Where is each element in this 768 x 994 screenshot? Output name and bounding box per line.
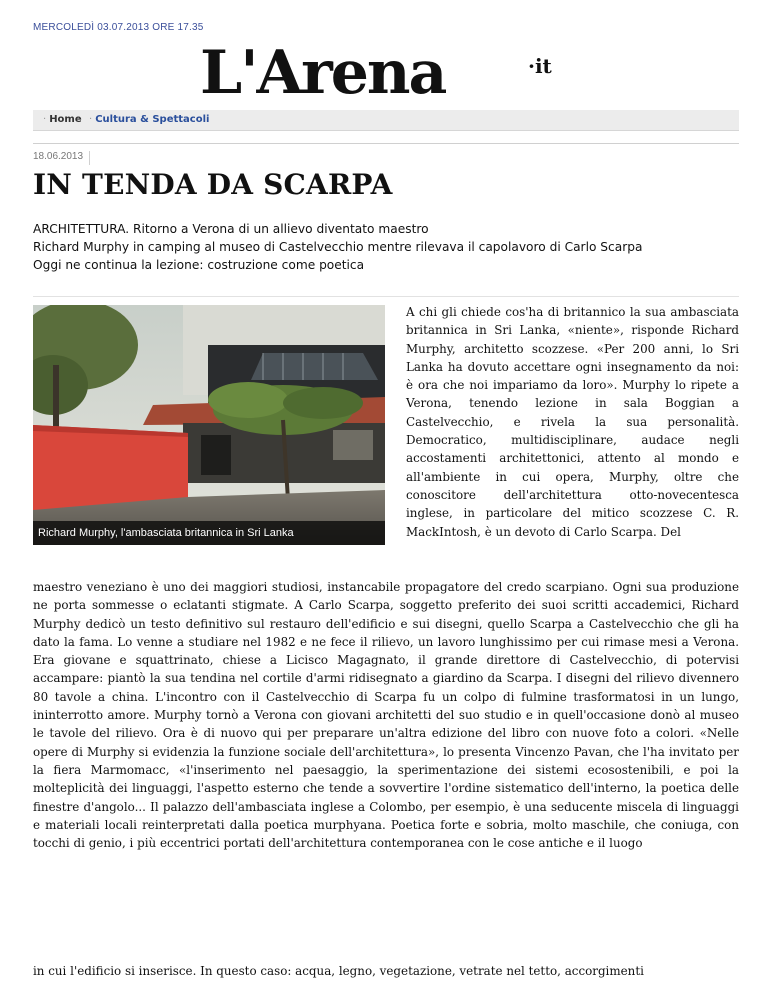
nav-home-link[interactable] <box>43 114 82 125</box>
logo-suffix: ·it <box>528 54 552 78</box>
breadcrumb <box>33 110 739 131</box>
article-body-intro: A chi gli chiede cos'ha di britannico la sua ambasciata britannica in Sri Lanka, «niente», risponde Richard Murphy, architetto scozzese. «Per 200 anni, lo Sri Lanka ha dovuto accettare ogni insegnamento da noi: è ora che noi impariamo da loro». Murphy lo ripete a Verona, tenendo lezione in sala Boggian a Castelvecchio, e rivela la sua personalità. Democratico, multidisciplinare, audace negli accostamenti architettonici, attento al mondo e all'ambiente in cui opera, Murphy, oltre che conoscitore dell'architettura otto-novecentesca inglese, in particolare del mitico scozzese C. R. MackIntosh, è un devoto di Carlo Scarpa. Del <box>406 305 739 539</box>
nav-home-label: Home <box>49 114 82 125</box>
article-body-continued: in cui l'edificio si inserisce. In questo caso: acqua, legno, vegetazione, vetrate nel tetto, accorgimenti <box>33 964 644 978</box>
article-photo[interactable] <box>33 305 385 545</box>
article-date: 18.06.2013 <box>33 151 90 165</box>
logo-text: L'Arena <box>200 38 446 108</box>
nav-cultura-link[interactable] <box>89 114 209 125</box>
subtitle-line: Oggi ne continua la lezione: costruzione come poetica <box>33 258 365 272</box>
bullet-icon: · <box>89 114 93 125</box>
site-logo[interactable] <box>200 38 580 108</box>
article-body-main: maestro veneziano è uno dei maggiori studiosi, instancabile propagatore del credo scarpiano. Ogni sua produzione ne porta sommesse o eclatanti stigmate. A Carlo Scarpa, soggetto preferito dei suoi scritti accademici, Richard Murphy dedicò un testo definitivo sul restauro dell'edificio e sui disegni, quello Scarpa a Castelvecchio che gli ha dato la fama. Lo venne a studiare nel 1982 e ne fece il rilievo, un lavoro lunghissimo per cui rimase mesi a Verona. Era giovane e squattrinato, chiese a Licisco Magagnato, il grande direttore di Castelvecchio, di potervisi accampare: piantò la sua tendina nel cortile d'armi ridisegnato a giardino da Scarpa. I disegni del rilievo divennero 80 tavole a china. L'incontro con il Castelvecchio di Scarpa fu un colpo di fulmine trasformatosi in un lungo, ininterrotto amore. Murphy tornò a Verona con giovani architetti del suo studio e in quell'occasione donò al museo le tavole del rilievo. Ora è di nuovo qui per preparare un'altra edizione del libro con nuove foto a colori. «Nelle opere di Murphy si evidenzia la funzione sociale dell'architettura», lo presenta Vincenzo Pavan, che l'ha invitato per la fiera Marmomacc, «l'inserimento nel paesaggio, la sperimentazione dei sistemi ecosostenibili, e poi la molteplicità dei linguaggi, l'aspetto esterno che tende a sovvertire l'ordine sistematico dell'interno, la poetica delle finestre d'angolo... Il palazzo dell'ambasciata inglese a Colombo, per esempio, è una seducente miscela di linguaggi e materiali locali reinterpretati dalla poetica murphyana. Poetica forte e sobria, molto maschile, che coniuga, con tocchi di genio, i più eccentrici portati dell'architettura contemporanea con le cose antiche e il luogo <box>33 580 739 851</box>
article-title: IN TENDA DA SCARPA <box>33 168 393 201</box>
header-divider <box>33 143 739 144</box>
page-datetime: MERCOLEDÌ 03.07.2013 ORE 17.35 <box>33 22 204 33</box>
content-divider <box>33 296 739 297</box>
subtitle-line: ARCHITETTURA. Ritorno a Verona di un allievo diventato maestro <box>33 222 429 236</box>
bullet-icon: · <box>43 114 47 125</box>
photo-caption: Richard Murphy, l'ambasciata britannica in Sri Lanka <box>33 521 385 545</box>
article-subtitles <box>33 220 743 274</box>
embassy-photo-image <box>33 305 385 545</box>
nav-cultura-label: Cultura & Spettacoli <box>95 114 210 125</box>
subtitle-line: Richard Murphy in camping al museo di Castelvecchio mentre rilevava il capolavoro di Carlo Scarpa <box>33 240 643 254</box>
